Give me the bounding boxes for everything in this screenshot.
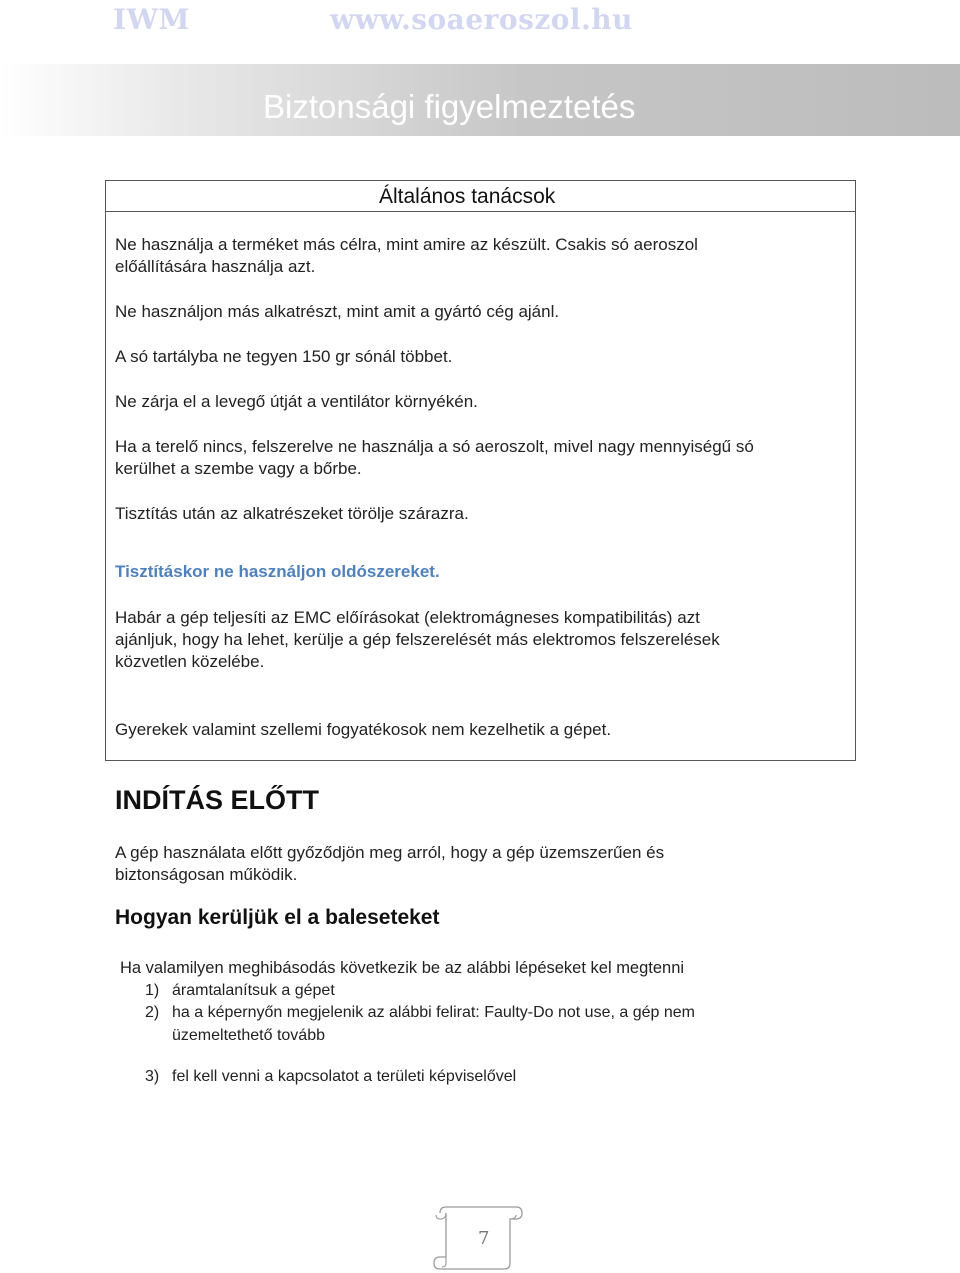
advice-line: Ne zárja el a levegő útját a ventilátor környékén. [115,392,478,411]
before-start-line: A gép használata előtt győződjön meg arról, hogy a gép üzemszerűen és [115,843,665,862]
advice-line: előállítására használja azt. [115,257,316,276]
advice-line: Tisztítás után az alkatrészeket törölje szárazra. [115,504,469,523]
advice-line: Gyerekek valamint szellemi fogyatékosok nem kezelhetik a gépet. [115,720,612,739]
advice-line: Habár a gép teljesíti az EMC előírásokat (elektromágneses kompatibilitás) azt [115,608,700,627]
list-text: üzemeltethető tovább [172,1027,325,1044]
section-heading-before-start: INDÍTÁS ELŐTT [115,785,319,815]
advice-line: A só tartályba ne tegyen 150 gr sónál többet. [115,347,453,366]
list-text: ha a képernyőn megjelenik az alábbi felirat: Faulty-Do not use, a gép nem [172,1004,695,1021]
list-number: 1) [145,982,160,999]
list-text: áramtalanítsuk a gépet [172,982,335,999]
advice-line: ajánljuk, hogy ha lehet, kerülje a gép felszerelését más elektromos felszerelések [115,630,720,649]
advice-line: Ne használjon más alkatrészt, mint amit a gyártó cég ajánl. [115,302,560,321]
section-heading-accidents: Hogyan kerüljük el a baleseteket [115,906,440,929]
advice-warning-line: Tisztításkor ne használjon oldószereket. [115,562,440,581]
before-start-line: biztonságosan működik. [115,865,298,884]
page-number: 7 [478,1228,490,1249]
list-text: fel kell venni a kapcsolatot a területi képviselővel [172,1068,517,1085]
advice-line: Ha a terelő nincs, felszerelve ne használja a só aeroszolt, mivel nagy mennyiségű só [115,437,754,456]
advice-line: közvetlen közelébe. [115,652,265,671]
advice-box-title: Általános tanácsok [379,185,556,208]
list-number: 3) [145,1068,160,1085]
website-url: www.soaeroszol.hu [330,3,634,36]
page-title: Biztonsági figyelmeztetés [263,88,636,125]
list-number: 2) [145,1004,160,1021]
advice-box-header [106,181,855,212]
advice-line: kerülhet a szembe vagy a bőrbe. [115,459,362,478]
advice-line: Ne használja a terméket más célra, mint amire az készült. Csakis só aeroszol [115,235,698,254]
brand-logo-text: IWM [113,3,191,36]
accidents-intro: Ha valamilyen meghibásodás következik be az alábbi lépéseket kel megtenni [120,959,685,977]
